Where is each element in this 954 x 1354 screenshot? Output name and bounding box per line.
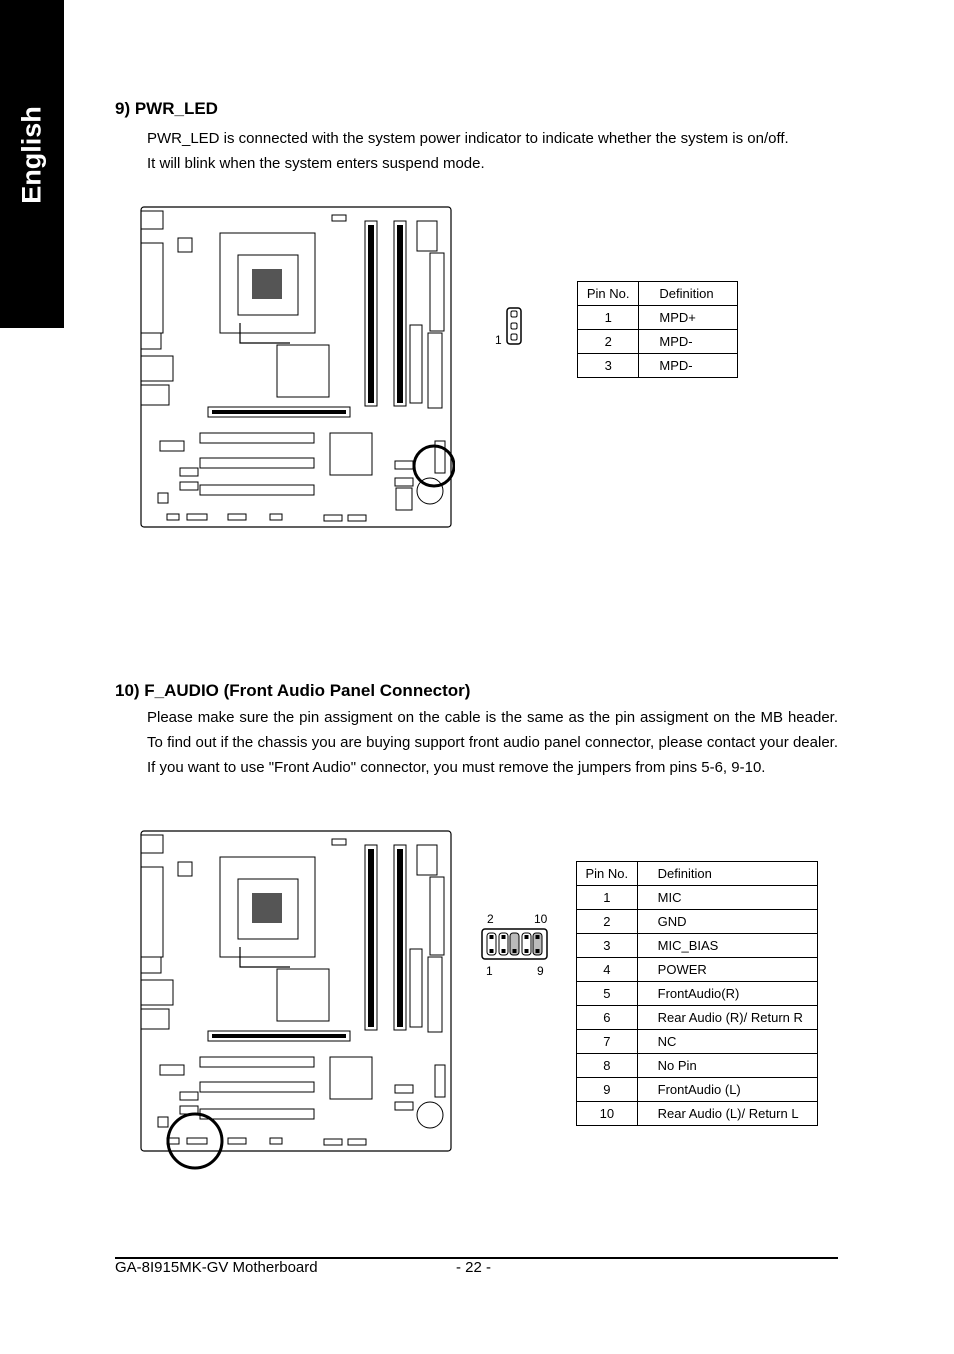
pin-number: 6 <box>577 1006 638 1030</box>
pin-number: 1 <box>577 886 638 910</box>
table-row <box>577 1030 818 1054</box>
section-paragraph-pwr-led <box>147 126 838 176</box>
table-header-row <box>578 282 738 306</box>
pin-1-label: 1 <box>486 964 493 978</box>
pin-number: 4 <box>577 958 638 982</box>
section-paragraph-f-audio: Please make sure the pin assigment on the cable is the same as the pin assigment on the MB header. To find out if the chassis you are buying support front audio panel connector, please contact your dealer. If you want to use "Front Audio" connector, you must remove the jumpers from pins 5-6, 9-10. <box>147 709 838 776</box>
f-audio-connector-graphic <box>481 928 548 960</box>
language-tab <box>0 0 64 328</box>
language-tab-label: English <box>16 106 47 204</box>
pin-number: 1 <box>578 306 639 330</box>
header-pin-no: Pin No. <box>578 282 639 306</box>
table-row <box>578 330 738 354</box>
table-row <box>578 354 738 378</box>
motherboard-diagram-pwr-led <box>130 203 455 533</box>
pin-definition: Rear Audio (R)/ Return R <box>637 1006 817 1030</box>
paragraph-line: PWR_LED is connected with the system power indicator to indicate whether the system is on/off. <box>147 130 789 147</box>
pin-number: 3 <box>578 354 639 378</box>
pin-definition: MPD- <box>639 354 738 378</box>
pin-definition: MIC <box>637 886 817 910</box>
footer-model: GA-8I915MK-GV Motherboard <box>115 1259 318 1276</box>
table-header-row <box>577 862 818 886</box>
pin-definition: GND <box>637 910 817 934</box>
table-row <box>577 1054 818 1078</box>
pin-number: 7 <box>577 1030 638 1054</box>
pin-number: 9 <box>577 1078 638 1102</box>
table-row <box>577 1006 818 1030</box>
table-row <box>578 306 738 330</box>
table-row <box>577 910 818 934</box>
f-audio-pin-table <box>576 861 818 1126</box>
pin-definition: FrontAudio(R) <box>637 982 817 1006</box>
paragraph-line: It will blink when the system enters suspend mode. <box>147 155 485 172</box>
pin-definition: Rear Audio (L)/ Return L <box>637 1102 817 1126</box>
motherboard-diagram-f-audio <box>130 827 455 1172</box>
pin-definition: NC <box>637 1030 817 1054</box>
pin-number: 8 <box>577 1054 638 1078</box>
pin-definition: FrontAudio (L) <box>637 1078 817 1102</box>
table-row <box>577 958 818 982</box>
footer-page-number: - 22 - <box>456 1259 492 1276</box>
pin-2-label: 2 <box>487 912 494 926</box>
section-heading-pwr-led: 9) PWR_LED <box>115 99 218 118</box>
pin-number: 10 <box>577 1102 638 1126</box>
pin-number: 5 <box>577 982 638 1006</box>
pin-definition: MIC_BIAS <box>637 934 817 958</box>
table-row <box>577 982 818 1006</box>
header-definition: Definition <box>637 862 817 886</box>
pin-10-label: 10 <box>534 912 548 926</box>
table-row <box>577 934 818 958</box>
pin-1-label: 1 <box>495 333 502 347</box>
pwr-led-pin-table <box>577 281 738 378</box>
pin-number: 3 <box>577 934 638 958</box>
pin-definition: MPD- <box>639 330 738 354</box>
table-row <box>577 1078 818 1102</box>
pin-9-label: 9 <box>537 964 544 978</box>
header-pin-no: Pin No. <box>577 862 638 886</box>
table-row <box>577 886 818 910</box>
table-row <box>577 1102 818 1126</box>
pin-definition: POWER <box>637 958 817 982</box>
section-heading-f-audio: 10) F_AUDIO (Front Audio Panel Connector) <box>115 681 471 700</box>
pin-definition: No Pin <box>637 1054 817 1078</box>
pin-number: 2 <box>577 910 638 934</box>
pin-definition: MPD+ <box>639 306 738 330</box>
pwr-led-connector-graphic <box>506 307 522 345</box>
pin-number: 2 <box>578 330 639 354</box>
header-definition: Definition <box>639 282 738 306</box>
